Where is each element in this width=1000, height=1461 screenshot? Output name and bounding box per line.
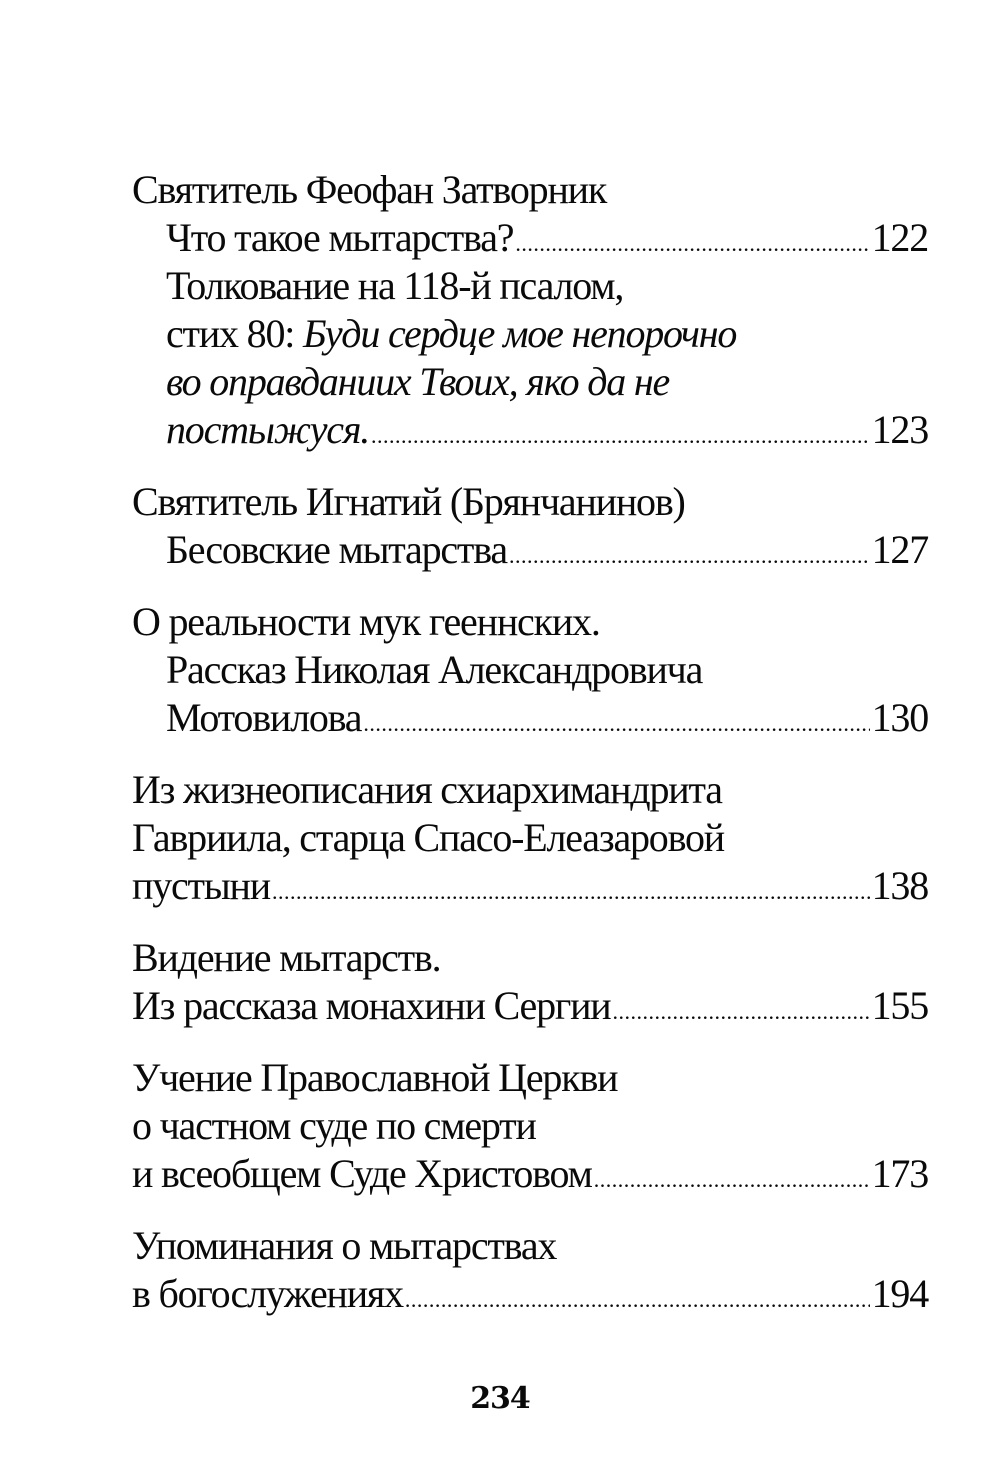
toc-entry-church-teaching[interactable]: Учение Православной Церкви о частном суде по смерти и всеобщем Суде Христовом ..... 173 — [132, 1054, 928, 1198]
leader-dots — [272, 868, 870, 916]
toc-item-title: Бесовские мытарства — [166, 527, 507, 572]
toc-page-number: 155 — [871, 983, 928, 1028]
toc-page-number: 123 — [871, 407, 928, 452]
toc-page-number: 173 — [871, 1151, 928, 1196]
toc-entry-sergia[interactable]: Видение мытарств. Из рассказа монахини Сергии ..... 155 — [132, 934, 928, 1030]
toc-item-line — [132, 358, 928, 406]
toc-item[interactable] — [132, 526, 928, 574]
leader-dots — [613, 988, 870, 1036]
toc-entry-ignatiy — [132, 478, 928, 574]
leader-dots — [363, 700, 869, 748]
toc-item-line: Толкование на 118-й псалом, — [166, 263, 624, 308]
toc-entry-gavriil[interactable]: Из жизнеописания схиархимандрита Гавриила, старца Спасо-Елеазаровой пустыни ..... 138 — [132, 766, 928, 910]
toc-page-number: 194 — [871, 1271, 928, 1316]
leader-dots — [405, 1276, 870, 1324]
toc-heading: Святитель Игнатий (Брянчанинов) — [132, 479, 685, 524]
toc-heading: Святитель Феофан Затворник — [132, 167, 607, 212]
toc-page-number: 130 — [871, 695, 928, 740]
toc-page-number: 122 — [871, 215, 928, 260]
table-of-contents — [132, 166, 928, 1342]
scripture-quote: во оправданиих Твоих, яко да не — [166, 359, 670, 404]
leader-dots — [594, 1156, 870, 1204]
toc-page-number: 138 — [871, 863, 928, 908]
toc-item[interactable] — [132, 214, 928, 262]
leader-dots — [515, 220, 869, 268]
scripture-quote: Буди сердце мое непорочно — [302, 311, 737, 356]
toc-page-number: 127 — [871, 527, 928, 572]
toc-entry-motovilov[interactable]: О реальности мук гееннских. Рассказ Николая Александровича Мотовилова ..... 130 — [132, 598, 928, 742]
toc-entry-feofan — [132, 166, 928, 454]
toc-item-title: Что такое мытарства? — [166, 215, 514, 260]
toc-heading: О реальности мук гееннских. — [132, 599, 600, 644]
leader-dots — [509, 532, 870, 580]
scripture-quote: постыжуся. — [166, 407, 370, 452]
toc-item-line: стих 80: Буди сердце мое непорочно — [166, 311, 737, 356]
toc-item[interactable] — [132, 406, 928, 454]
page-number: 234 — [470, 1381, 530, 1416]
toc-entry-liturgy[interactable]: Упоминания о мытарствах в богослужениях ..... 194 — [132, 1222, 928, 1318]
leader-dots — [371, 412, 870, 460]
